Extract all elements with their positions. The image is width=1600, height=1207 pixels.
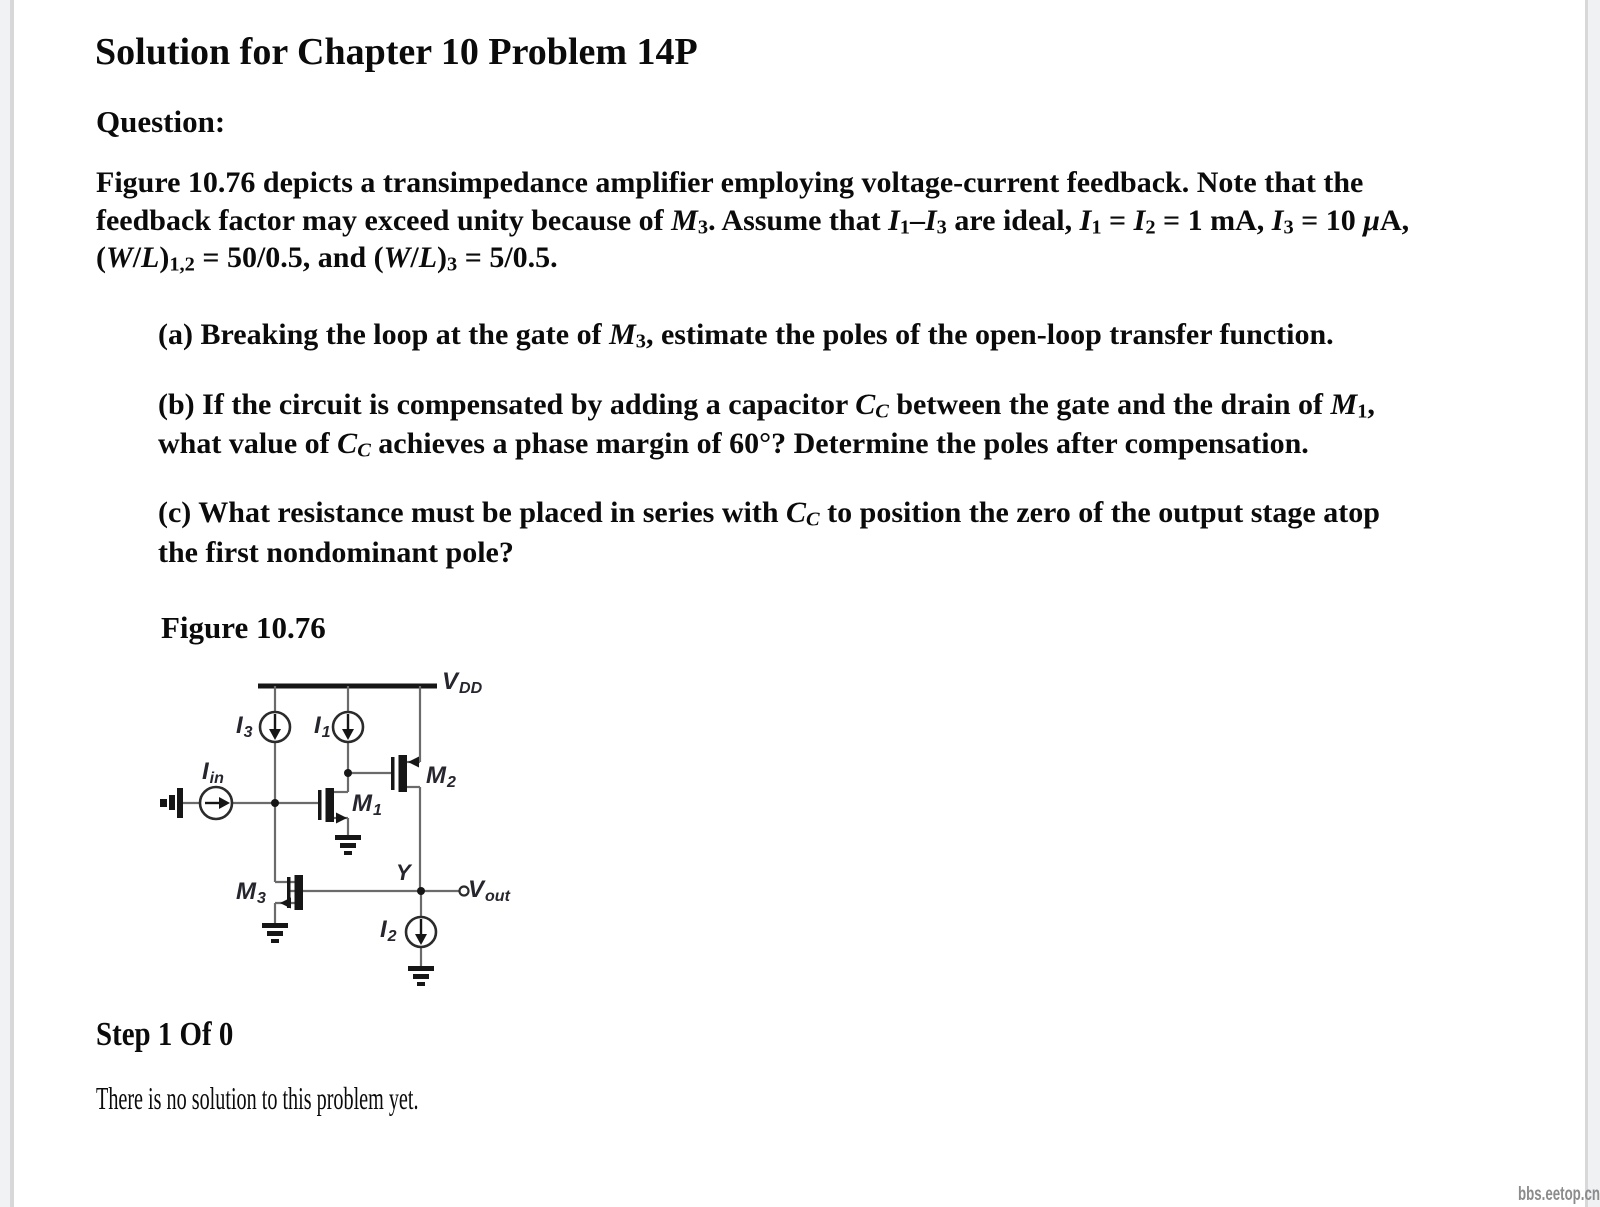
label-m2: M2 [426,762,456,791]
circuit-diagram [150,650,550,1010]
question-item-a: (a) Breaking the loop at the gate of $M_3$, estimate the poles of the open-loop transfer function. [158,318,1334,353]
no-solution-text: There is no solution to this problem yet. [96,1080,419,1116]
left-gutter [0,0,10,1207]
ground-symbol-m3 [262,923,288,943]
transistor-m1 [318,788,347,824]
current-source-i3 [260,712,290,742]
label-vdd: VDD [442,668,483,697]
label-m1: M1 [352,790,382,819]
question-heading: Question: [96,104,226,139]
step-heading: Step 1 Of 0 [96,1016,234,1053]
page-title: Solution for Chapter 10 Problem 14P [95,31,698,73]
transistor-m3 [280,875,303,910]
current-source-iin [200,787,232,819]
label-vout: Vout [468,876,510,905]
figure-caption: Figure 10.76 [161,610,326,645]
node-dot-input [271,799,279,807]
label-i2: I2 [380,916,397,945]
node-dot-m1-drain [344,769,352,777]
current-source-i1 [333,712,363,742]
label-m3: M3 [236,878,266,907]
label-y: Y [396,860,411,885]
left-gutter-divider [10,0,14,1207]
watermark: bbs.eetop.cn [1518,1184,1600,1205]
input-stub-icon [160,788,183,818]
label-i3: I3 [236,712,253,741]
label-iin: Iin [202,758,224,787]
question-item-c: (c) What resistance must be placed in series with $C_C$ to position the zero of the output stage atop the first nondominant pole? [158,496,1380,569]
right-gutter [1588,0,1600,1207]
ground-symbol-i2 [408,966,434,986]
ground-symbol-m1 [335,835,361,855]
label-i1: I1 [314,712,331,741]
node-dot-y [417,887,425,895]
current-source-i2 [406,917,436,947]
question-intro: Figure 10.76 depicts a transimpedance amplifier employing voltage-current feedback. Note that the feedback factor may exceed unity because of $M_3$. Assume that $I_1-I_3$ are ideal, $I_1 = I_2 = 1$ mA, $I_3 = 10$ μA, $(W/L)_{1,2} = 50/0.5$, and $(W/L)_3 = 5/0.5$. [96,166,1410,276]
circuit-figure [150,650,550,1010]
question-item-b: (b) If the circuit is compensated by adding a capacitor $C_C$ between the gate and the drain of $M_1$, what value of $C_C$ achieves a phase margin of 60°? Determine the poles after compensation. [158,388,1375,462]
